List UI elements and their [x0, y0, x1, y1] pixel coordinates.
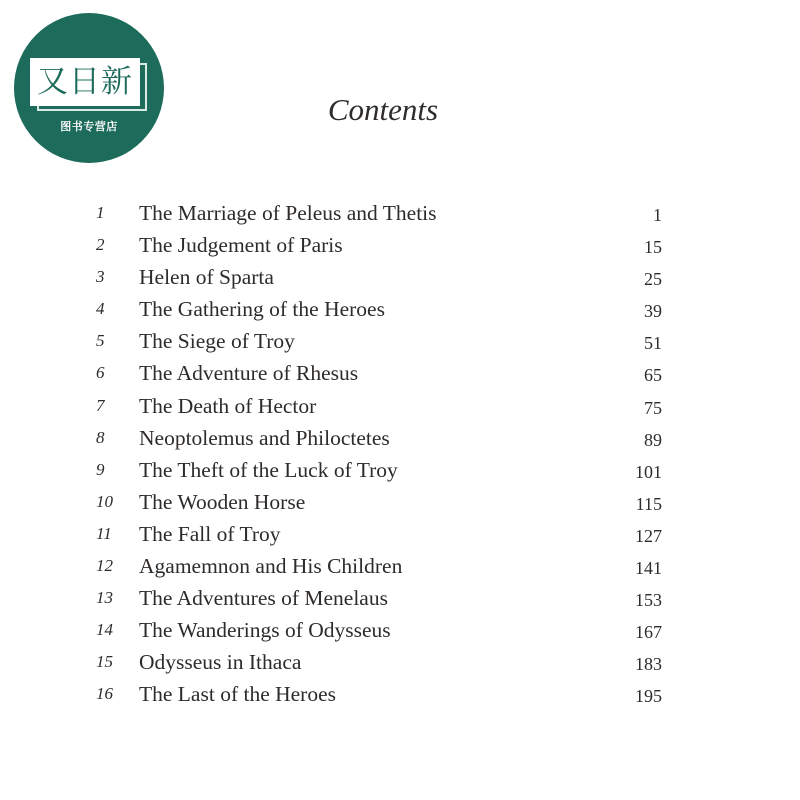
chapter-page-number: 195 — [635, 686, 662, 707]
toc-entry — [96, 582, 666, 614]
toc-entry — [96, 486, 666, 518]
chapter-number: 5 — [96, 331, 105, 351]
chapter-page-number: 51 — [644, 333, 662, 354]
chapter-title: The Theft of the Luck of Troy — [139, 457, 398, 482]
chapter-page-number: 25 — [644, 269, 662, 290]
chapter-title: The Adventures of Menelaus — [139, 586, 388, 611]
chapter-page-number: 15 — [644, 237, 662, 258]
toc-entry — [96, 646, 666, 678]
chapter-number: 3 — [96, 267, 105, 287]
chapter-page-number: 167 — [635, 622, 662, 643]
store-logo-badge — [14, 13, 164, 163]
chapter-number: 11 — [96, 523, 112, 543]
chapter-title: Helen of Sparta — [139, 265, 274, 290]
chapter-page-number: 65 — [644, 365, 662, 386]
chapter-title: The Wanderings of Odysseus — [139, 618, 391, 643]
toc-entry — [96, 454, 666, 486]
chapter-number: 4 — [96, 299, 105, 319]
chapter-title: The Siege of Troy — [139, 329, 295, 354]
chapter-number: 10 — [96, 491, 113, 511]
chapter-page-number: 127 — [635, 525, 662, 546]
page-title: Contents — [327, 92, 439, 127]
chapter-title: The Wooden Horse — [139, 489, 306, 514]
toc-entry — [96, 390, 666, 422]
chapter-title: The Adventure of Rhesus — [139, 361, 359, 386]
chapter-page-number: 153 — [635, 590, 662, 611]
chapter-title: The Death of Hector — [139, 393, 317, 418]
chapter-number: 1 — [96, 203, 105, 222]
toc-entry — [96, 357, 666, 389]
chapter-title: The Gathering of the Heroes — [139, 297, 385, 322]
chapter-number: 12 — [96, 556, 113, 576]
chapter-page-number: 75 — [644, 397, 662, 418]
toc-entry — [96, 422, 666, 454]
chapter-page-number: 89 — [644, 429, 662, 450]
chapter-page-number: 141 — [635, 558, 662, 579]
chapter-number: 2 — [96, 235, 105, 255]
chapter-number: 16 — [96, 684, 113, 704]
chapter-number: 8 — [96, 427, 105, 447]
chapter-number: 13 — [96, 588, 113, 608]
chapter-page-number: 115 — [635, 493, 662, 514]
chapter-title: Neoptolemus and Philoctetes — [139, 425, 390, 450]
chapter-title: Odysseus in Ithaca — [139, 650, 302, 675]
chapter-page-number: 101 — [635, 461, 662, 482]
toc-entry — [96, 678, 666, 710]
toc-entry — [96, 293, 666, 325]
table-of-contents — [96, 197, 666, 711]
toc-entry — [96, 197, 666, 229]
chapter-page-number: 1 — [653, 205, 662, 225]
chapter-number: 7 — [96, 395, 105, 415]
chapter-title: The Fall of Troy — [139, 521, 281, 546]
toc-entry — [96, 518, 666, 550]
toc-entry — [96, 614, 666, 646]
chapter-number: 15 — [96, 652, 113, 672]
toc-entry — [96, 229, 666, 261]
toc-entry — [96, 261, 666, 293]
chapter-title: The Last of the Heroes — [139, 682, 337, 707]
chapter-title: Agamemnon and His Children — [139, 554, 403, 579]
chapter-page-number: 39 — [644, 301, 662, 322]
chapter-title: The Judgement of Paris — [139, 233, 343, 258]
toc-entry — [96, 550, 666, 582]
chapter-title: The Marriage of Peleus and Thetis — [139, 201, 437, 225]
chapter-number: 9 — [96, 459, 105, 479]
chapter-page-number: 183 — [635, 654, 662, 675]
toc-entry — [96, 325, 666, 357]
store-subtitle: 图书专营店 — [60, 120, 118, 133]
chapter-number: 6 — [96, 363, 105, 383]
store-name: 又日新 — [37, 64, 133, 100]
chapter-number: 14 — [96, 620, 113, 640]
